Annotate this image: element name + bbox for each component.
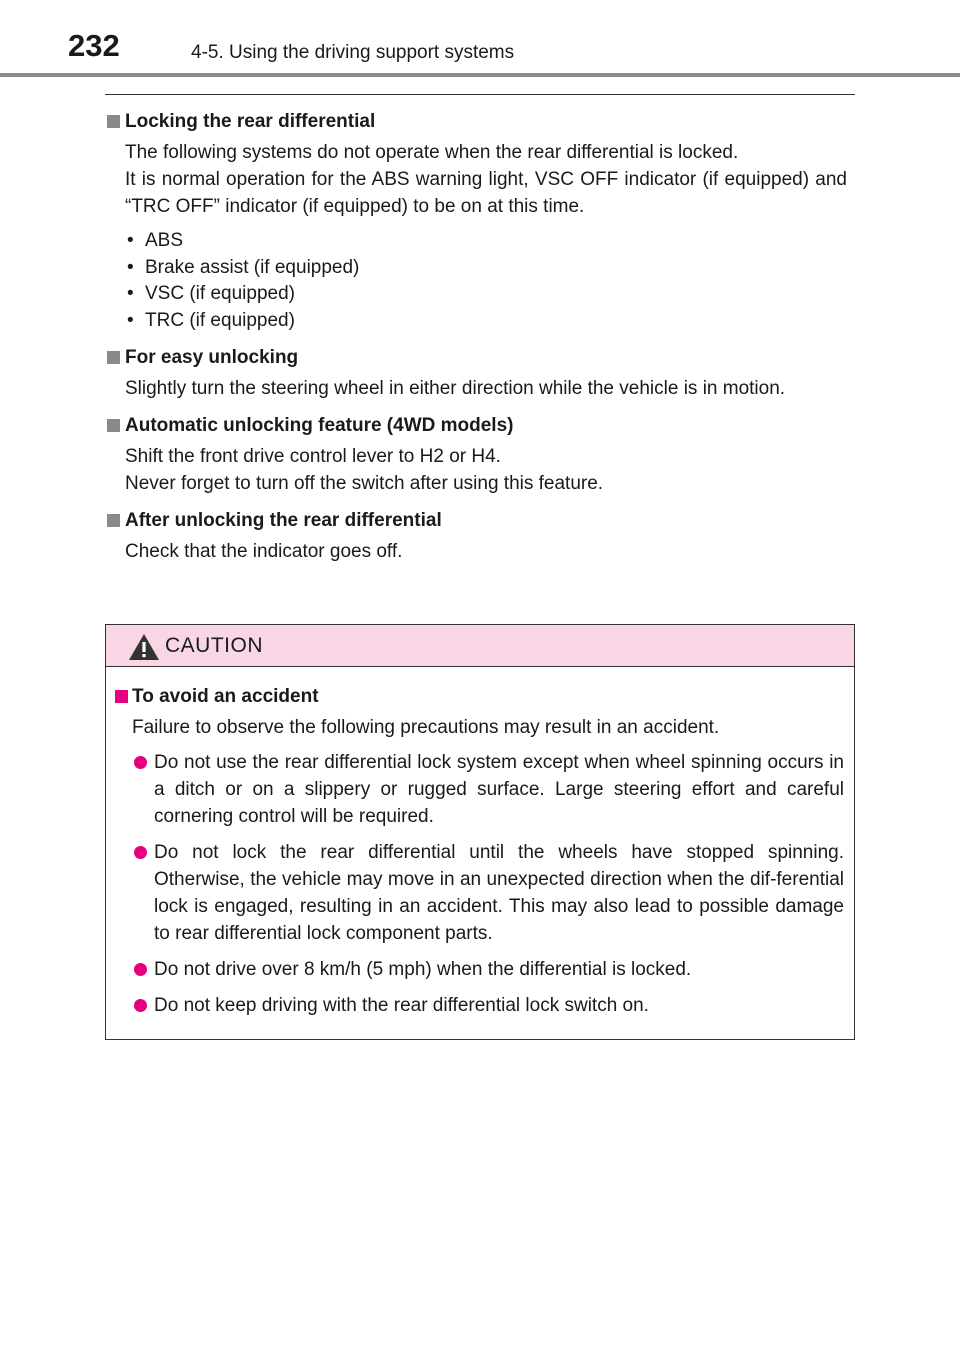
- section-body: [105, 443, 855, 497]
- caution-item-text: Do not lock the rear differential until the wheels have stopped spinning. Otherwise, the vehicle may move in an unexpected direction when the dif-ferential lock is engaged, resulting in an accident. This may also lead to possible damage to rear differential lock component parts.: [154, 842, 844, 944]
- section-body: [105, 375, 855, 402]
- caution-heading: [112, 683, 844, 710]
- header-rule: [0, 73, 960, 77]
- list-item-text: ABS: [145, 230, 184, 251]
- section-heading: [105, 344, 855, 371]
- caution-item-text: Do not use the rear differential lock system except when wheel spinning occurs in a ditch or on a slippery or rugged surface. Large steering effort and careful cornering control will be required.: [154, 752, 844, 827]
- section-heading: [105, 412, 855, 439]
- section-title: 4-5. Using the driving support systems: [191, 42, 515, 63]
- content-rule: [105, 94, 855, 95]
- section-easy-unlocking: [105, 344, 855, 402]
- caution-item: [112, 839, 844, 947]
- main-content: [105, 108, 855, 575]
- bullet-dot-icon: •: [127, 256, 134, 278]
- section-heading-text: After unlocking the rear differential: [125, 510, 442, 531]
- section-heading: [105, 507, 855, 534]
- paragraph: Never forget to turn off the switch after using this feature.: [125, 473, 604, 494]
- section-body: [105, 139, 855, 334]
- section-heading: [105, 108, 855, 135]
- list-item: [125, 228, 847, 255]
- warning-triangle-icon: [128, 633, 160, 661]
- caution-header: [106, 625, 854, 667]
- magenta-circle-icon: [134, 963, 147, 976]
- magenta-circle-icon: [134, 756, 147, 769]
- caution-item: [112, 956, 844, 983]
- caution-title: CAUTION: [165, 634, 263, 657]
- caution-item: [112, 992, 844, 1019]
- list-item-text: VSC (if equipped): [145, 283, 295, 304]
- section-heading-text: Locking the rear differential: [125, 111, 376, 132]
- paragraph: It is normal operation for the ABS warning light, VSC OFF indicator (if equipped) and “TRC OFF” indicator (if equipped) to be on at this time.: [125, 169, 847, 217]
- gray-square-icon: [107, 419, 120, 432]
- caution-item-text: Do not keep driving with the rear differential lock switch on.: [154, 995, 649, 1016]
- caution-list: [112, 749, 844, 1019]
- gray-square-icon: [107, 514, 120, 527]
- bullet-dot-icon: •: [127, 309, 134, 331]
- caution-item-text: Do not drive over 8 km/h (5 mph) when the differential is locked.: [154, 959, 692, 980]
- page-number: 232: [68, 28, 120, 63]
- list-item-text: TRC (if equipped): [145, 309, 295, 331]
- list-item-text: Brake assist (if equipped): [145, 256, 360, 278]
- section-automatic-unlocking: [105, 412, 855, 497]
- caution-heading-text: To avoid an accident: [132, 686, 319, 707]
- caution-item: [112, 749, 844, 830]
- page-header: [0, 0, 960, 78]
- section-heading-text: For easy unlocking: [125, 347, 299, 368]
- caution-body: [106, 667, 854, 1019]
- paragraph: Check that the indicator goes off.: [125, 541, 403, 562]
- caution-intro: Failure to observe the following precautions may result in an accident.: [132, 717, 720, 738]
- section-heading-text: Automatic unlocking feature (4WD models): [125, 415, 514, 436]
- gray-square-icon: [107, 351, 120, 364]
- magenta-square-icon: [115, 690, 128, 703]
- paragraph: The following systems do not operate when the rear differential is locked.: [125, 142, 739, 163]
- system-list: [125, 228, 847, 334]
- magenta-circle-icon: [134, 999, 147, 1012]
- caution-box: [105, 624, 855, 1040]
- list-item: [125, 308, 847, 335]
- list-item: [125, 255, 847, 282]
- section-after-unlocking: [105, 507, 855, 565]
- bullet-dot-icon: •: [127, 230, 134, 251]
- paragraph: Slightly turn the steering wheel in either direction while the vehicle is in motion.: [125, 378, 786, 399]
- paragraph: Shift the front drive control lever to H2 or H4.: [125, 446, 501, 467]
- gray-square-icon: [107, 115, 120, 128]
- magenta-circle-icon: [134, 846, 147, 859]
- section-body: [105, 538, 855, 565]
- section-locking-rear-differential: [105, 108, 855, 334]
- bullet-dot-icon: •: [127, 283, 134, 304]
- list-item: [125, 281, 847, 308]
